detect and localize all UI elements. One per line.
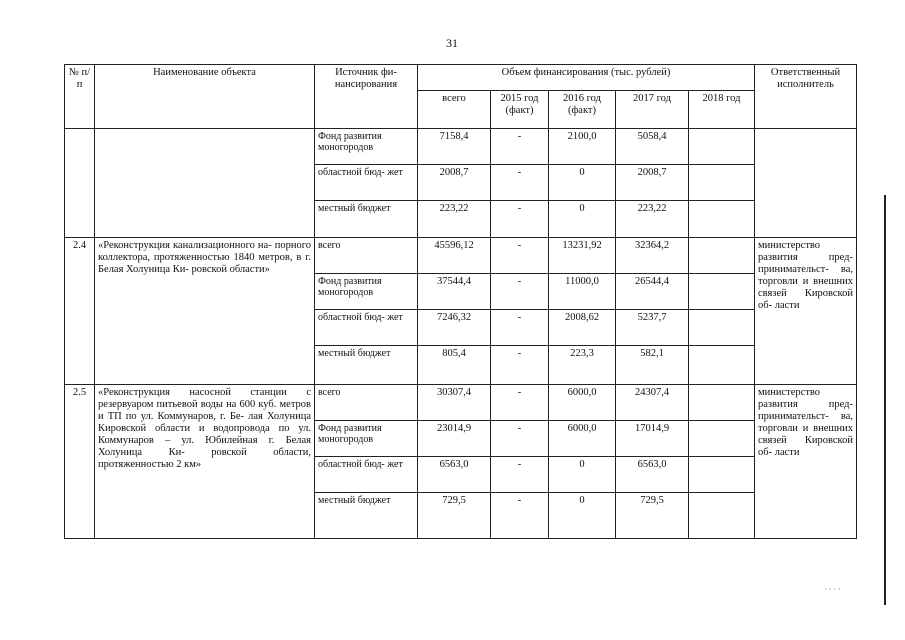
item-name: «Реконструкция насосной станции с резервуаром питьевой воды на 600 куб. метров и ТП по ул. Коммунаров, г. Бе- лая Холуница Кировской области и водопровода по ул. Коммунаров – ул. Юбилейная г. Белая Холуница Ки- ровской области, протяженностью 2 км» [95,385,315,539]
y2017-cell: 17014,9 [616,421,689,457]
y2015-cell: - [491,493,549,539]
y2017-cell: 223,22 [616,201,689,238]
y2017-cell: 5237,7 [616,310,689,346]
y2017-cell: 5058,4 [616,129,689,165]
source-cell: областной бюд- жет [315,310,418,346]
y2016-cell: 6000,0 [549,385,616,421]
cont-responsible-cell [755,129,857,238]
header-2018: 2018 год [689,91,755,129]
y2017-cell: 729,5 [616,493,689,539]
y2018-cell [689,274,755,310]
y2016-cell: 11000,0 [549,274,616,310]
y2018-cell [689,129,755,165]
source-cell: Фонд развития моногородов [315,274,418,310]
y2017-cell: 32364,2 [616,238,689,274]
source-cell: областной бюд- жет [315,457,418,493]
y2016-cell: 0 [549,201,616,238]
item-number: 2.5 [65,385,95,539]
header-source: Источник фи- нансирования [315,65,418,129]
y2016-cell: 0 [549,457,616,493]
y2016-cell: 0 [549,165,616,201]
y2015-cell: - [491,238,549,274]
y2015-cell: - [491,421,549,457]
cont-num-cell [65,129,95,238]
total-cell: 2008,7 [418,165,491,201]
y2015-cell: - [491,165,549,201]
y2015-cell: - [491,201,549,238]
y2016-cell: 13231,92 [549,238,616,274]
y2017-cell: 582,1 [616,346,689,385]
source-cell: местный бюджет [315,493,418,539]
source-cell: местный бюджет [315,346,418,385]
header-num: № п/п [65,65,95,129]
total-cell: 45596,12 [418,238,491,274]
header-2015: 2015 год (факт) [491,91,549,129]
cont-name-cell [95,129,315,238]
scan-edge-line [884,195,886,605]
header-total: всего [418,91,491,129]
financing-table [64,64,857,539]
y2015-cell: - [491,385,549,421]
y2017-cell: 24307,4 [616,385,689,421]
y2018-cell [689,346,755,385]
total-cell: 7158,4 [418,129,491,165]
total-cell: 223,22 [418,201,491,238]
source-cell: Фонд развития моногородов [315,421,418,457]
header-2016: 2016 год (факт) [549,91,616,129]
y2016-cell: 223,3 [549,346,616,385]
total-cell: 6563,0 [418,457,491,493]
page-number: 31 [446,36,458,50]
item-name: «Реконструкция канализационного на- порного коллектора, протяженностью 1840 метров, в г. Белая Холуница Ки- ровской области» [95,238,315,385]
y2016-cell: 2008,62 [549,310,616,346]
y2015-cell: - [491,310,549,346]
item-responsible: министерство развития пред- принимательст- ва, торговли и внешних связей Кировской об- ласти [755,238,857,385]
item-responsible: министерство развития пред- принимательст- ва, торговли и внешних связей Кировской об- ласти [755,385,857,539]
header-name: Наименование объекта [95,65,315,129]
source-cell: Фонд развития моногородов [315,129,418,165]
y2018-cell [689,310,755,346]
y2018-cell [689,385,755,421]
y2018-cell [689,457,755,493]
source-cell: областной бюд- жет [315,165,418,201]
source-cell: всего [315,238,418,274]
y2015-cell: - [491,274,549,310]
header-2017: 2017 год [616,91,689,129]
y2017-cell: 26544,4 [616,274,689,310]
y2016-cell: 6000,0 [549,421,616,457]
y2015-cell: - [491,457,549,493]
y2015-cell: - [491,129,549,165]
total-cell: 7246,32 [418,310,491,346]
source-cell: всего [315,385,418,421]
header-responsible: Ответственный исполнитель [755,65,857,129]
y2018-cell [689,238,755,274]
y2015-cell: - [491,346,549,385]
item-number: 2.4 [65,238,95,385]
y2018-cell [689,421,755,457]
y2018-cell [689,201,755,238]
y2017-cell: 6563,0 [616,457,689,493]
table-row [65,238,857,274]
y2018-cell [689,165,755,201]
y2016-cell: 2100,0 [549,129,616,165]
y2016-cell: 0 [549,493,616,539]
total-cell: 30307,4 [418,385,491,421]
total-cell: 805,4 [418,346,491,385]
total-cell: 23014,9 [418,421,491,457]
y2018-cell [689,493,755,539]
scan-artifact: · · · · [824,585,841,594]
header-volume: Объем финансирования (тыс. рублей) [418,65,755,91]
total-cell: 37544,4 [418,274,491,310]
source-cell: местный бюджет [315,201,418,238]
table-row [65,385,857,421]
table-row [65,129,857,165]
total-cell: 729,5 [418,493,491,539]
y2017-cell: 2008,7 [616,165,689,201]
